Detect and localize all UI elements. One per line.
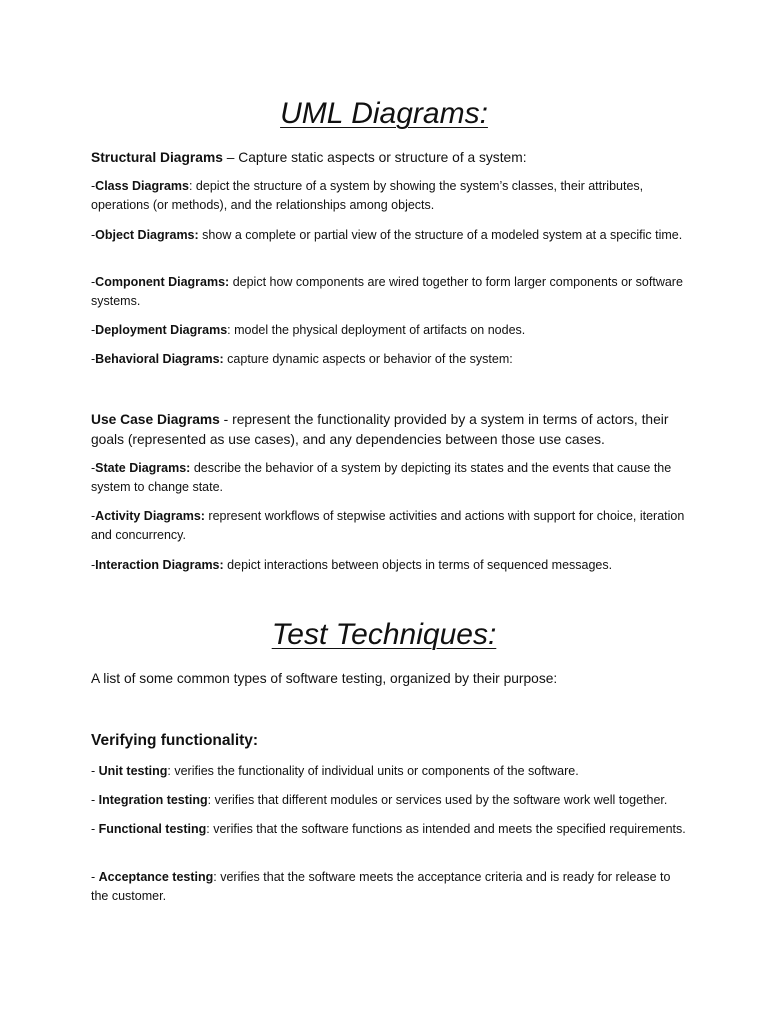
unit-dash: - xyxy=(91,764,99,778)
unit-term: Unit testing xyxy=(98,764,168,778)
activity-term: Activity Diagrams: xyxy=(95,509,205,523)
acceptance-testing-paragraph xyxy=(91,868,691,906)
object-term: Object Diagrams: xyxy=(95,228,199,242)
state-desc: describe the behavior of a system by depicting its states and the events that cause the system to change state. xyxy=(91,461,672,494)
deployment-dash: - xyxy=(91,323,96,337)
component-term: Component Diagrams: xyxy=(95,275,230,289)
behavioral-dash: - xyxy=(91,352,96,366)
deployment-term: Deployment Diagrams xyxy=(95,323,228,337)
deployment-diagrams-paragraph xyxy=(91,321,691,340)
use-case-diagrams-paragraph xyxy=(91,410,691,450)
behavioral-term: Behavioral Diagrams: xyxy=(95,352,224,366)
functional-term: Functional testing xyxy=(98,822,207,836)
unit-desc: : verifies the functionality of individual units or components of the software. xyxy=(167,764,579,778)
interaction-dash: - xyxy=(91,558,96,572)
class-diagrams-paragraph xyxy=(91,177,691,215)
usecase-desc: - represent the functionality provided by a system in terms of actors, their goals (represented as use cases), and any dependencies between those use cases. xyxy=(91,412,669,447)
functional-testing-paragraph xyxy=(91,820,691,839)
functional-dash: - xyxy=(91,822,99,836)
class-term: Class Diagrams xyxy=(95,179,189,193)
interaction-term: Interaction Diagrams: xyxy=(95,558,224,572)
interaction-diagrams-paragraph xyxy=(91,556,691,575)
unit-testing-paragraph xyxy=(91,762,691,781)
component-dash: - xyxy=(91,275,96,289)
structural-desc: – Capture static aspects or structure of a system: xyxy=(222,150,527,165)
class-desc: : depict the structure of a system by showing the system’s classes, their attributes, operations (or methods), and the relationships among objects. xyxy=(91,179,644,212)
object-diagrams-paragraph xyxy=(91,226,691,245)
integration-dash: - xyxy=(91,793,99,807)
acceptance-term: Acceptance testing xyxy=(98,870,214,884)
class-dash: - xyxy=(91,179,96,193)
interaction-desc: depict interactions between objects in terms of sequenced messages. xyxy=(223,558,613,572)
acceptance-desc: : verifies that the software meets the acceptance criteria and is ready for release to the customer. xyxy=(91,870,671,903)
deployment-desc: : model the physical deployment of artifacts on nodes. xyxy=(227,323,526,337)
behavioral-desc: capture dynamic aspects or behavior of the system: xyxy=(223,352,513,366)
activity-dash: - xyxy=(91,509,96,523)
acceptance-dash: - xyxy=(91,870,99,884)
structural-diagrams-paragraph xyxy=(91,148,691,168)
component-diagrams-paragraph xyxy=(91,273,691,311)
component-desc: depict how components are wired together to form larger components or software systems. xyxy=(91,275,683,308)
object-desc: show a complete or partial view of the structure of a modeled system at a specific time. xyxy=(198,228,683,242)
usecase-term: Use Case Diagrams xyxy=(91,412,220,427)
behavioral-diagrams-paragraph xyxy=(91,350,691,369)
verifying-functionality-heading: Verifying functionality: xyxy=(91,732,259,749)
test-intro-paragraph: A list of some common types of software testing, organized by their purpose: xyxy=(91,671,558,686)
object-dash: - xyxy=(91,228,96,242)
state-diagrams-paragraph xyxy=(91,459,691,497)
test-techniques-title: Test Techniques: xyxy=(271,618,497,651)
activity-diagrams-paragraph xyxy=(91,507,691,545)
activity-desc: represent workflows of stepwise activities and actions with support for choice, iteration and concurrency. xyxy=(91,509,685,542)
integration-testing-paragraph xyxy=(91,791,691,810)
integration-desc: : verifies that different modules or services used by the software work well together. xyxy=(207,793,668,807)
structural-term: Structural Diagrams xyxy=(91,150,223,165)
functional-desc: : verifies that the software functions as intended and meets the specified requirements. xyxy=(206,822,686,836)
state-term: State Diagrams: xyxy=(95,461,191,475)
uml-title: UML Diagrams: xyxy=(280,97,488,130)
state-dash: - xyxy=(91,461,96,475)
integration-term: Integration testing xyxy=(98,793,208,807)
